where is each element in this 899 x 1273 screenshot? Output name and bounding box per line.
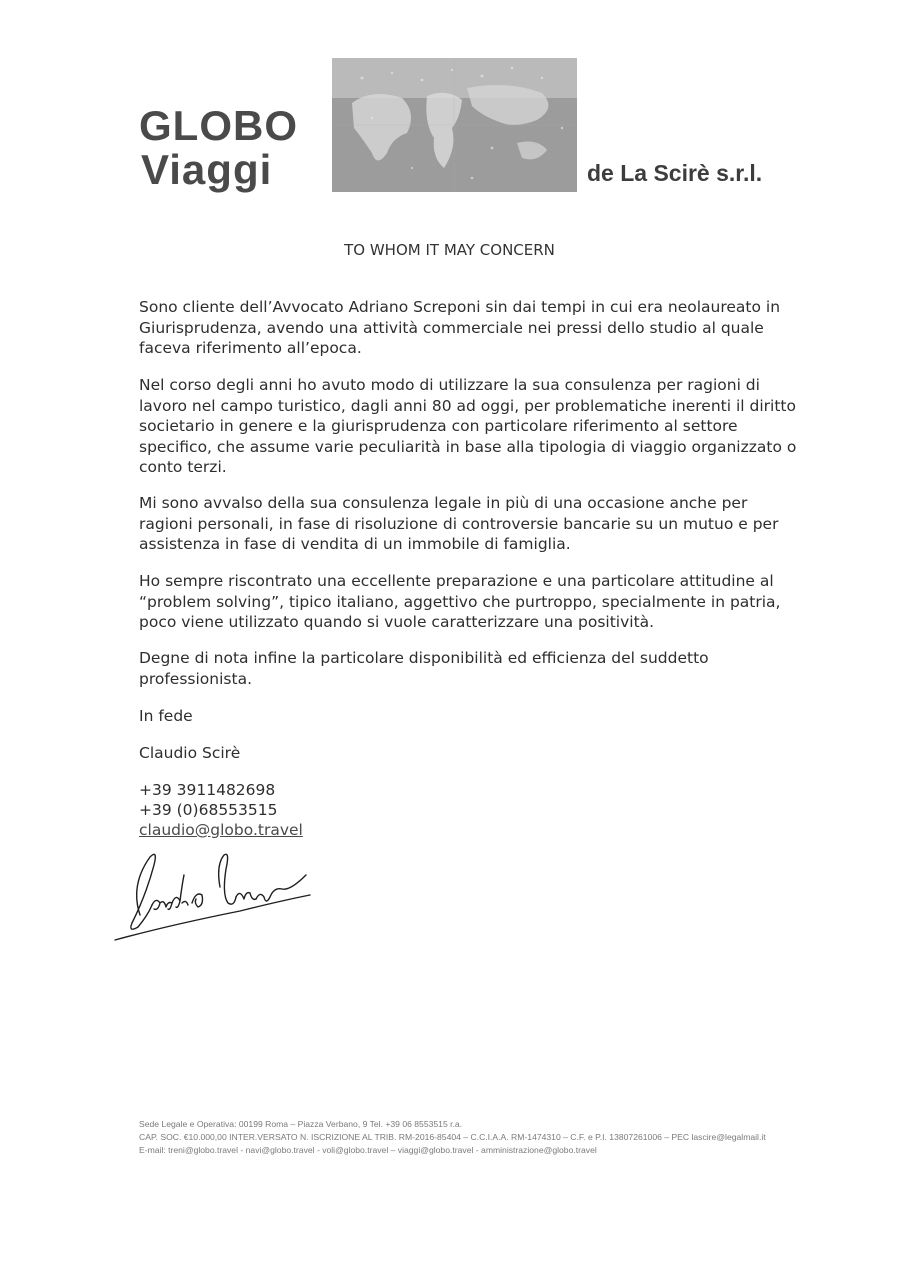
- logo-viaggi: Viaggi: [141, 146, 273, 193]
- footer: [139, 1118, 799, 1157]
- paragraph-5: [139, 648, 799, 689]
- paragraph-3: [139, 493, 799, 555]
- paragraph-text: Ho sempre riscontrato una eccellente preparazione e una particolare attitudine al “problem solving”, tipico italiano, aggettivo che purtroppo, specialmente in patria, poco viene utilizzato quando si vuole caratterizzare una positività.: [139, 572, 781, 631]
- paragraph-text: Mi sono avvalso della sua consulenza legale in più di una occasione anche per ragioni personali, in fase di risoluzione di controversie bancarie su un mutuo e per assistenza in fase di vendita di un immobile di famiglia.: [139, 494, 779, 553]
- phone-office: +39 (0)68553515: [139, 801, 278, 819]
- footer-address: Sede Legale e Operativa: 00199 Roma – Piazza Verbano, 9 Tel. +39 06 8553515 r.a.: [139, 1119, 463, 1129]
- company-name: de La Scirè s.r.l.: [587, 160, 763, 186]
- phone-mobile: +39 3911482698: [139, 781, 276, 799]
- handwritten-signature: [110, 845, 320, 945]
- closing: In fede: [139, 707, 193, 725]
- signer-name: Claudio Scirè: [139, 744, 241, 762]
- footer-emails: E-mail: treni@globo.travel - navi@globo.travel - voli@globo.travel – viaggi@globo.travel - amministrazione@globo.travel: [139, 1145, 597, 1155]
- paragraph-4: [139, 571, 799, 633]
- email-link[interactable]: claudio@globo.travel: [139, 821, 303, 839]
- footer-legal: CAP. SOC. €10.000,00 INTER.VERSATO N. ISCRIZIONE AL TRIB. RM-2016-85404 – C.C.I.A.A. RM-1474310 – C.F. e P.I. 13807261006 – PEC lascire@legalmail.it: [139, 1132, 766, 1142]
- logo-globo: GLOBO: [139, 102, 298, 149]
- paragraph-1: [139, 297, 799, 359]
- paragraph-text: Nel corso degli anni ho avuto modo di utilizzare la sua consulenza per ragioni di lavoro nel campo turistico, dagli anni 80 ad oggi, per problematiche inerenti il diritto societario in genere e la giurisprudenza con particolare riferimento al settore specifico, che assume varie peculiarità in base alla tipologia di viaggio organizzato o conto terzi.: [139, 376, 797, 476]
- paragraph-2: [139, 375, 799, 478]
- contact-block: [139, 780, 799, 840]
- paragraph-text: Degne di nota infine la particolare disponibilità ed efficienza del suddetto professionista.: [139, 649, 709, 688]
- world-map-image: [332, 58, 577, 192]
- letter-heading: TO WHOM IT MAY CONCERN: [344, 241, 555, 259]
- paragraph-text: Sono cliente dell’Avvocato Adriano Screponi sin dai tempi in cui era neolaureato in Giurisprudenza, avendo una attività commerciale nei pressi dello studio al quale faceva riferimento all’epoca.: [139, 298, 781, 357]
